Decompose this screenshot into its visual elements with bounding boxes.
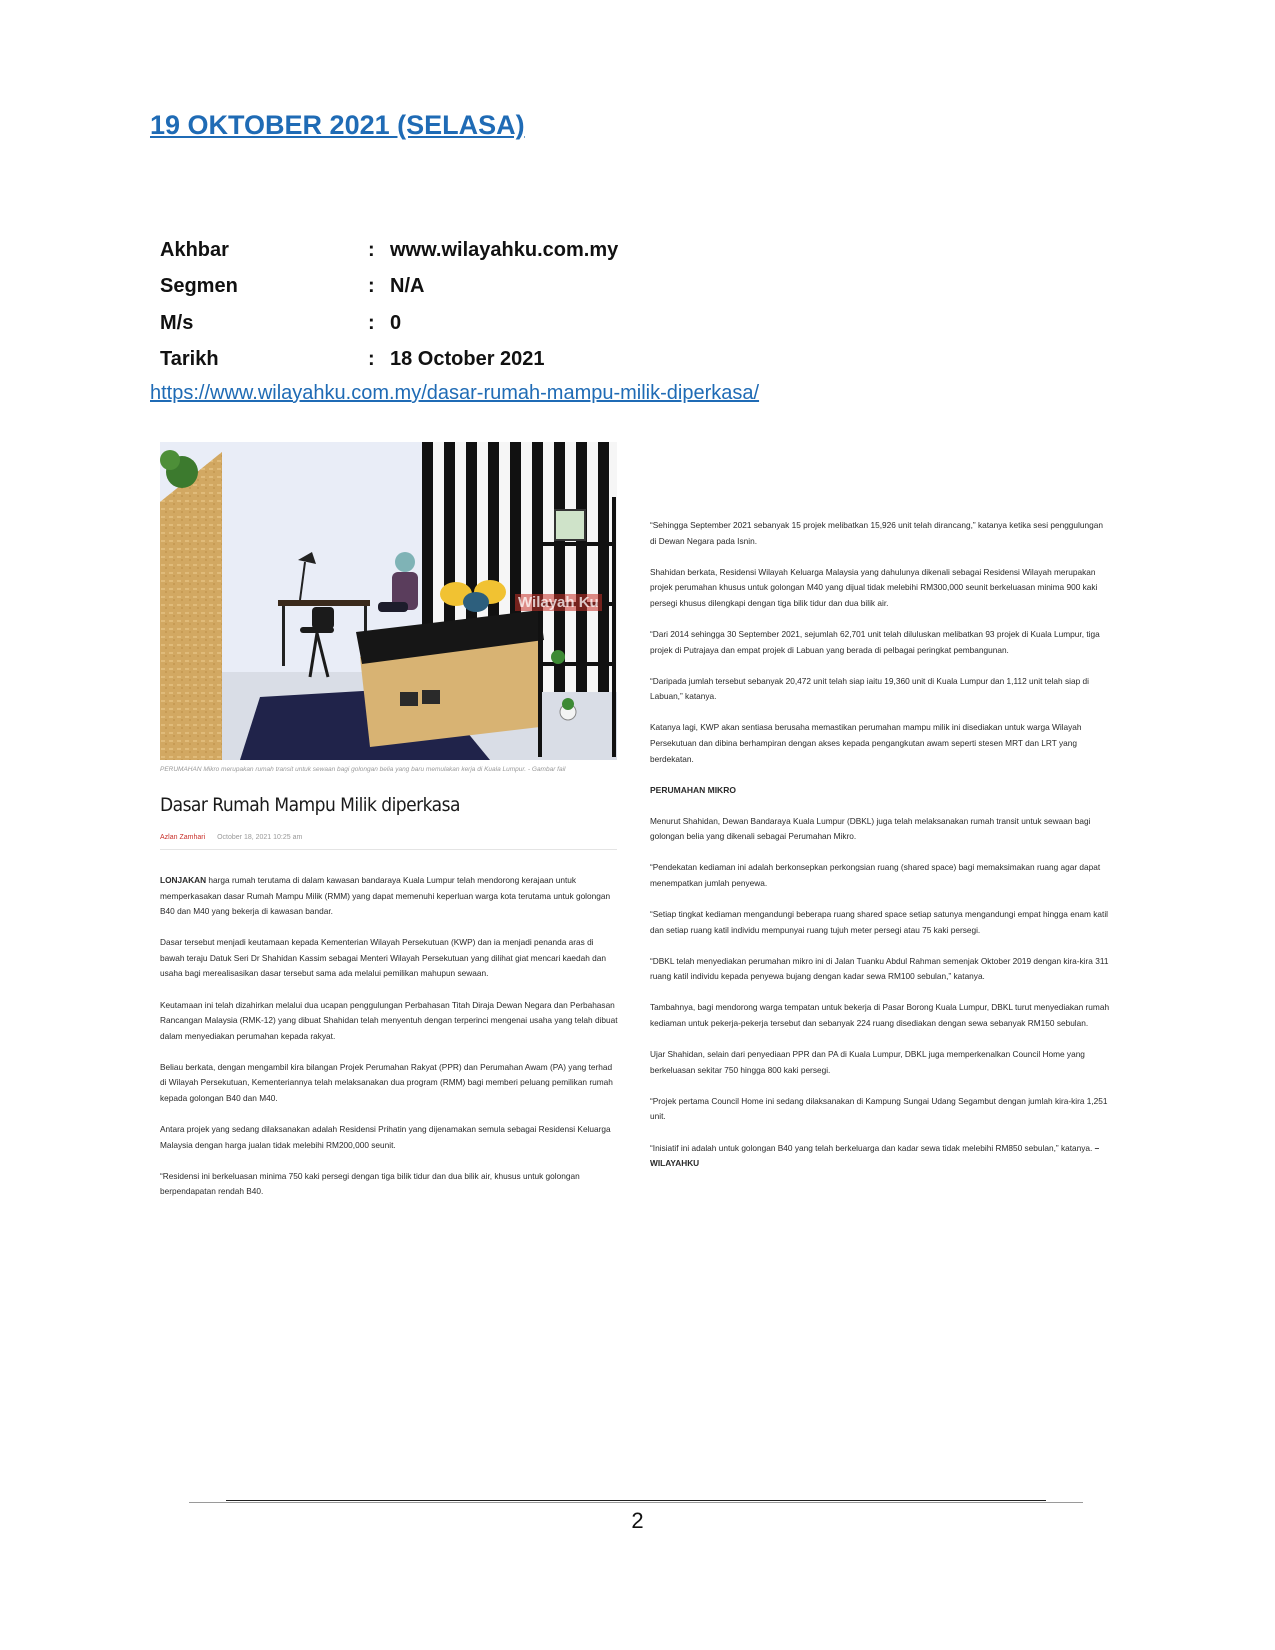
meta-label: Tarikh: [160, 348, 219, 371]
article-paragraph: “Setiap tingkat kediaman mengandungi beberapa ruang shared space setiap satunya mengandungi empat hingga enam katil dan setiap ruang katil individu mempunyai ruang tujuh meter persegi atau 75 kaki persegi.: [650, 909, 1109, 935]
article-paragraph: “Daripada jumlah tersebut sebanyak 20,472 unit telah siap iaitu 19,360 unit di Kuala Lumpur dan 1,112 unit telah siap di Labuan,” katanya.: [650, 675, 1089, 702]
footer-divider: [189, 1502, 1083, 1503]
paragraph-text: harga rumah terutama di dalam kawasan bandaraya Kuala Lumpur telah mendorong kerajaan untuk memperkasakan dasar Rumah Mampu Milik (RMM) yang dapat memenuhi keperluan warga kota terutama untuk golongan B40 dan M40 yang bekerja di kawasan bandar.: [160, 875, 611, 917]
meta-row-akhbar: [160, 232, 618, 269]
meta-colon: :: [368, 238, 375, 261]
article-byline: [160, 834, 302, 841]
article-paragraph: Dasar tersebut menjadi keutamaan kepada Kementerian Wilayah Persekutuan (KWP) dan ia menjadi penanda aras di bawah teraju Datuk Seri Dr Shahidan Kassim sebagai Menteri Wilayah Persekutuan yang dilihat giat mencari kaedah dan usaha bagi merealisasikan dasar tersebut sama ada melalui pemilikan mahupun sewaan.: [160, 937, 606, 979]
meta-row-ms: [160, 305, 618, 342]
article-paragraph: Antara projek yang sedang dilaksanakan adalah Residensi Prihatin yang dijenamakan semula sebagai Residensi Keluarga Malaysia dengan harga jualan tidak melebihi RM200,000 seunit.: [160, 1124, 611, 1150]
photo-caption: PERUMAHAN Mikro merupakan rumah transit untuk sewaan bagi golongan belia yang baru memulakan kerja di Kuala Lumpur. - Gambar fail: [160, 766, 566, 773]
metadata-table: [160, 232, 618, 378]
page-number: 2: [631, 1508, 644, 1533]
article-url-link[interactable]: https://www.wilayahku.com.my/dasar-rumah-mampu-milik-diperkasa/: [150, 382, 760, 404]
article-date: October 18, 2021 10:25 am: [217, 834, 303, 841]
meta-value: www.wilayahku.com.my: [390, 238, 619, 261]
article-paragraph: Tambahnya, bagi mendorong warga tempatan untuk bekerja di Pasar Borong Kuala Lumpur, DBKL turut menyediakan rumah kediaman untuk pekerja-pekerja tersebut dan sebanyak 224 ruang disediakan dengan sewa sebanyak RM150 sebulan.: [650, 1002, 1110, 1029]
article-paragraph: “Sehingga September 2021 sebanyak 15 projek melibatkan 15,926 unit telah dirancang,” katanya ketika sesi penggulungan di Dewan Negara pada Isnin.: [650, 520, 1103, 546]
meta-label: Segmen: [160, 275, 238, 298]
article-title: Dasar Rumah Mampu Milik diperkasa: [160, 794, 460, 816]
meta-row-segmen: [160, 269, 618, 306]
meta-value: 18 October 2021: [390, 348, 545, 371]
article-paragraph: Shahidan berkata, Residensi Wilayah Keluarga Malaysia yang dahulunya dikenali sebagai Residensi Wilayah merupakan projek perumahan khusus untuk golongan M40 yang dijual tidak melebihi RM300,000 seunit berkeluasan minima 900 kaki persegi khusus dilengkapi dengan tiga bilik tidur dan dua bilik air.: [650, 566, 1098, 608]
article-column-right: [650, 518, 1110, 1187]
article-paragraph: “Projek pertama Council Home ini sedang dilaksanakan di Kampung Sungai Udang Segambut dengan jumlah kira-kira 1,251 unit.: [650, 1095, 1108, 1122]
meta-label: Akhbar: [160, 238, 229, 261]
meta-value: N/A: [390, 275, 425, 298]
meta-colon: :: [368, 348, 375, 371]
article-author-link[interactable]: Azlan Zamhari: [160, 834, 206, 841]
meta-row-tarikh: [160, 342, 618, 379]
article-paragraph: Beliau berkata, dengan mengambil kira bilangan Projek Perumahan Rakyat (PPR) dan Perumahan Awam (PA) yang terhad di Wilayah Persekutuan, Kementeriannya telah melaksanakan dua program (RMM) bagi memberi peluang pemilikan rumah kepada golongan B40 dan M40.: [160, 1061, 613, 1104]
meta-colon: :: [368, 275, 375, 298]
article-paragraph: Ujar Shahidan, selain dari penyediaan PPR dan PA di Kuala Lumpur, DBKL juga memperkenalkan Council Home yang berkeluasan sekitar 750 hingga 800 kaki persegi.: [650, 1049, 1085, 1075]
article-paragraph: [160, 873, 618, 920]
meta-label: M/s: [160, 311, 194, 334]
article-signoff: – WILAYAHKU: [650, 1142, 1100, 1169]
article-paragraph: “Residensi ini berkeluasan minima 750 kaki persegi dengan tiga bilik tidur dan dua bilik air, khusus untuk golongan berpendapatan rendah B40.: [160, 1170, 580, 1197]
article-paragraph: Menurut Shahidan, Dewan Bandaraya Kuala Lumpur (DBKL) juga telah melaksanakan rumah transit untuk sewaan bagi golongan belia yang dikenali sebagai Perumahan Mikro.: [650, 815, 1091, 842]
paragraph-text: “Inisiatif ini adalah untuk golongan B40 yang telah berkeluarga dan kadar sewa tidak melebihi RM850 sebulan,” katanya.: [650, 1142, 1095, 1153]
article-photo: [160, 442, 617, 760]
meta-colon: :: [368, 311, 375, 334]
date-heading: 19 OKTOBER 2021 (SELASA): [150, 110, 525, 140]
article-column-left: [160, 873, 618, 1216]
article-paragraph: “DBKL telah menyediakan perumahan mikro ini di Jalan Tuanku Abdul Rahman semenjak Oktober 2019 dengan kira-kira 311 ruang katil individu kepada penyewa bujang dengan kadar sewa RM100 sebulan,” katanya.: [650, 955, 1109, 982]
meta-value: 0: [390, 311, 402, 334]
photo-watermark: Wilayah Ku: [515, 594, 602, 611]
footer-divider-dark: [226, 1500, 1046, 1501]
article-paragraph: “Dari 2014 sehingga 30 September 2021, sejumlah 62,701 unit telah diluluskan melibatkan 93 projek di Kuala Lumpur, tiga projek di Putrajaya dan empat projek di Labuan yang berada di pelbagai peringkat pembangunan.: [650, 628, 1100, 655]
byline-divider: [160, 849, 617, 850]
article-paragraph: Keutamaan ini telah dizahirkan melalui dua ucapan penggulungan Perbahasan Titah Diraja Dewan Negara dan Perbahasan Rancangan Malaysia (RMK-12) yang dibuat Shahidan telah menyentuh dengan terperinci mengenai usaha yang telah dibuat dalam menyediakan perumahan kepada rakyat.: [160, 999, 618, 1041]
paragraph-lead: LONJAKAN: [160, 875, 207, 885]
article-paragraph: Katanya lagi, KWP akan sentiasa berusaha memastikan perumahan mampu milik ini disediakan untuk warga Wilayah Persekutuan dan dibina berhampiran dengan akses kepada pengangkutan awam seperti stesen MRT dan LRT yang berdekatan.: [650, 722, 1082, 764]
article-paragraph: “Pendekatan kediaman ini adalah berkonsepkan perkongsian ruang (shared space) bagi memaksimakan ruang agar dapat menempatkan jumlah penyewa.: [650, 862, 1101, 888]
article-subheading: PERUMAHAN MIKRO: [650, 784, 736, 795]
article-closing-paragraph: [650, 1141, 1110, 1172]
